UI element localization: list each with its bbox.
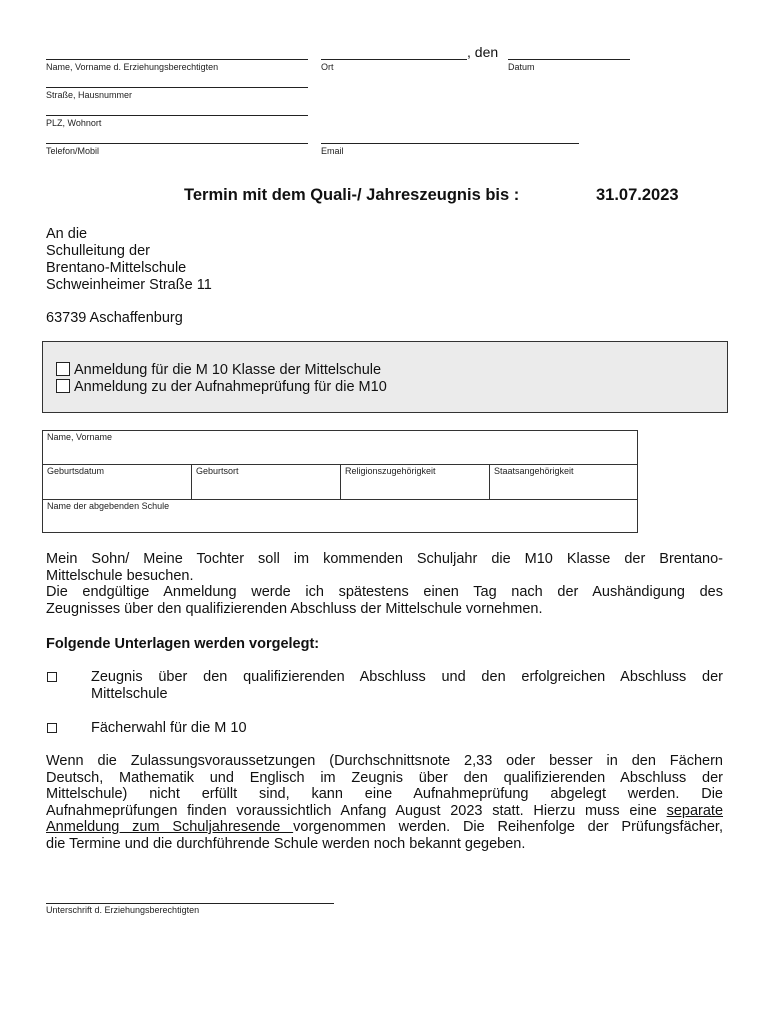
notice-line-1: Wenn die Zulassungsvoraussetzungen (Durchschnittsnote 2,33 oder besser in den Fächern <box>46 753 723 769</box>
notice-line-2: Deutsch, Mathematik und Englisch im Zeugnis über den qualifizierenden Abschluss der <box>46 769 723 786</box>
table-divider-3 <box>489 465 490 500</box>
zip-line[interactable] <box>46 115 308 116</box>
name-label: Name, Vorname <box>47 432 113 442</box>
address-line-2: Schulleitung der <box>46 243 150 259</box>
document-item-1-line-2: Mittelschule <box>91 685 168 702</box>
place-line[interactable] <box>321 59 467 60</box>
intro-line-1: Mein Sohn/ Meine Tochter soll im kommenden Schuljahr die M10 Klasse der Brentano- <box>46 551 723 567</box>
notice-line-6: die Termine und die durchführende Schule werden noch bekannt gegeben. <box>46 835 526 852</box>
phone-line[interactable] <box>46 143 308 144</box>
notice-line-5 <box>46 819 723 836</box>
school-label: Name der abgebenden Schule <box>47 501 170 511</box>
email-line[interactable] <box>321 143 579 144</box>
document-item-1 <box>91 669 723 702</box>
option-entrance-exam-checkbox[interactable] <box>56 379 70 393</box>
address-line-4: Schweinheimer Straße 11 <box>46 277 212 293</box>
option-m10-class-checkbox[interactable] <box>56 362 70 376</box>
street-line[interactable] <box>46 87 308 88</box>
address-block <box>46 226 212 294</box>
notice-line-5-text: vorgenommen werden. Die Reihenfolge der Prüfungsfächer, <box>293 819 723 835</box>
intro-line-4: Zeugnisses über den qualifizierenden Abschluss der Mittelschule vornehmen. <box>46 600 543 617</box>
date-label: Datum <box>508 62 535 72</box>
notice-separate-underlined: separate <box>666 802 724 819</box>
document-item-1-line-1: Zeugnis über den qualifizierenden Abschluss und den erfolgreichen Abschluss der <box>91 669 723 685</box>
table-divider-2 <box>340 465 341 500</box>
zip-label: PLZ, Wohnort <box>46 118 102 128</box>
intro-paragraph <box>46 551 723 617</box>
address-line-5: 63739 Aschaffenburg <box>46 310 183 326</box>
documents-heading: Folgende Unterlagen werden vorgelegt: <box>46 636 320 652</box>
email-label: Email <box>321 146 344 156</box>
table-divider-1 <box>191 465 192 500</box>
notice-registration-underlined: Anmeldung zum Schuljahresende <box>46 819 294 835</box>
signature-label: Unterschrift d. Erziehungsberechtigten <box>46 905 200 915</box>
guardian-name-label: Name, Vorname d. Erziehungsberechtigten <box>46 62 219 72</box>
option-entrance-exam[interactable] <box>56 379 387 395</box>
birthplace-label: Geburtsort <box>196 466 239 476</box>
phone-label: Telefon/Mobil <box>46 146 100 156</box>
table-row-name[interactable] <box>43 431 637 465</box>
deadline-title: Termin mit dem Quali-/ Jahreszeugnis bis : <box>184 186 520 204</box>
document-item-1-checkbox[interactable] <box>47 672 57 682</box>
option-m10-class[interactable] <box>56 362 381 378</box>
den-text: , den <box>467 44 499 60</box>
intro-line-2: Mittelschule besuchen. <box>46 567 194 584</box>
document-item-2-checkbox[interactable] <box>47 723 57 733</box>
street-label: Straße, Hausnummer <box>46 90 133 100</box>
document-item-2: Fächerwahl für die M 10 <box>91 720 247 736</box>
notice-line-4 <box>46 803 723 820</box>
guardian-name-line[interactable] <box>46 59 308 60</box>
registration-options-box <box>42 341 728 413</box>
notice-paragraph <box>46 753 723 852</box>
notice-line-3: Mittelschule) nicht erfüllt sind, kann eine Aufnahmeprüfung abgelegt werden. Die <box>46 786 723 802</box>
option-entrance-exam-label: Anmeldung zu der Aufnahmeprüfung für die M10 <box>74 379 387 395</box>
student-data-table <box>42 430 638 533</box>
birthdate-label: Geburtsdatum <box>47 466 105 476</box>
place-label: Ort <box>321 62 334 72</box>
signature-line[interactable] <box>46 903 334 904</box>
notice-line-4-text: Aufnahmeprüfungen finden voraussichtlich Anfang August 2023 statt. Hierzu muss eine <box>46 802 657 819</box>
intro-line-3: Die endgültige Anmeldung werde ich spätestens einen Tag nach der Aushändigung des <box>46 584 723 600</box>
address-line-1: An die <box>46 226 88 242</box>
date-line[interactable] <box>508 59 630 60</box>
religion-label: Religionszugehörigkeit <box>345 466 436 476</box>
option-m10-class-label: Anmeldung für die M 10 Klasse der Mittelschule <box>74 362 382 378</box>
deadline-date: 31.07.2023 <box>596 186 679 204</box>
address-line-3: Brentano-Mittelschule <box>46 260 187 276</box>
nationality-label: Staatsangehörigkeit <box>494 466 574 476</box>
